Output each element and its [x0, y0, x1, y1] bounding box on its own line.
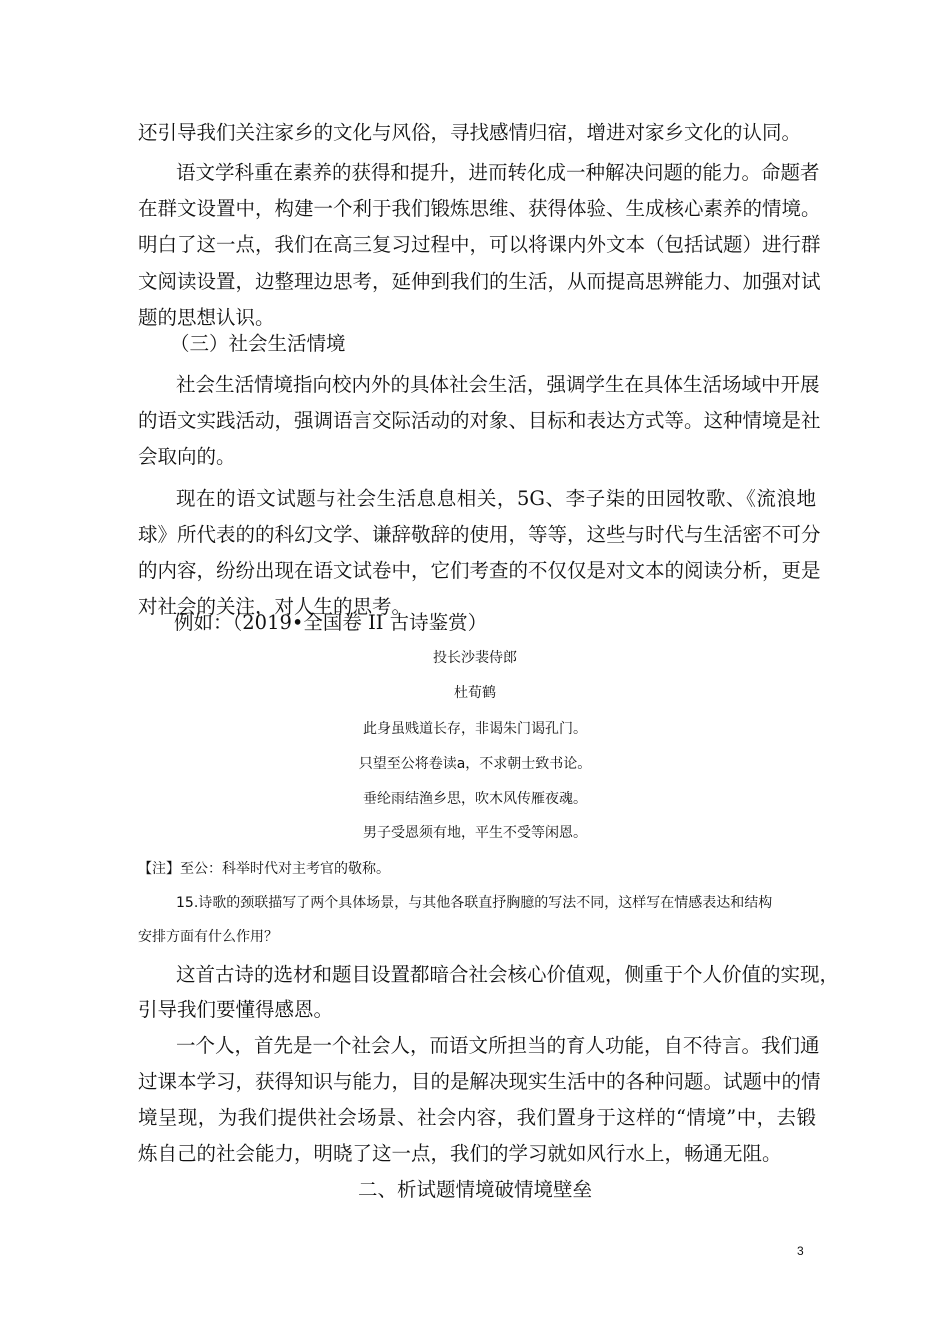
paragraph-line: 球》所代表的的科幻文学、谦辞敬辞的使用，等等，这些与时代与生活密不可分 — [138, 523, 821, 546]
paragraph-line: 现在的语文试题与社会生活息息相关，5G、李子柒的田园牧歌、《流浪地 — [176, 487, 816, 510]
example-label: 例如：（2019•全国卷 II 古诗鉴赏） — [174, 611, 488, 634]
paragraph-line: 题的思想认识。 — [138, 306, 275, 329]
paragraph-line: 的语文实践活动，强调语言交际活动的对象、目标和表达方式等。这种情境是社 — [138, 409, 821, 432]
paragraph-line: 一个人，首先是一个社会人，而语文所担当的育人功能，自不待言。我们通 — [176, 1034, 820, 1057]
paragraph-line: 明白了这一点，我们在高三复习过程中，可以将课内外文本（包括试题）进行群 — [138, 233, 821, 256]
paragraph-line: 过课本学习，获得知识与能力，目的是解决现实生活中的各种问题。试题中的情 — [138, 1070, 821, 1093]
paragraph-line: 炼自己的社会能力，明晓了这一点，我们的学习就如风行水上，畅通无阻。 — [138, 1142, 782, 1165]
paragraph-line: 境呈现，为我们提供社会场景、社会内容，我们置身于这样的“情境”中，去锻 — [138, 1106, 816, 1129]
poem-title: 投长沙裴侍郎 — [433, 650, 517, 666]
paragraph-line: 社会生活情境指向校内外的具体社会生活，强调学生在具体生活场域中开展 — [176, 373, 820, 396]
paragraph-line: 在群文设置中，构建一个利于我们锻炼思维、获得体验、生成核心素养的情境。 — [138, 197, 821, 220]
section-heading: （三）社会生活情境 — [170, 332, 346, 355]
poem-line: 只望至公将卷读a，不求朝士致书论。 — [358, 756, 592, 772]
paragraph-line: 的内容，纷纷出现在语文试卷中，它们考查的不仅仅是对文本的阅读分析，更是 — [138, 559, 821, 582]
poem-line: 垂纶雨结渔乡思，吹木风传雁夜魂。 — [363, 791, 587, 807]
paragraph-line: 这首古诗的选材和题目设置都暗合社会核心价值观，侧重于个人价值的实现， — [176, 963, 840, 986]
question-line: 安排方面有什么作用？ — [138, 929, 278, 945]
poem-line: 此身虽贱道长存，非谒朱门谒孔门。 — [363, 721, 587, 737]
paragraph-line: 对社会的关注，对人生的思考。 — [138, 595, 412, 618]
paragraph-line: 引导我们要懂得感恩。 — [138, 998, 334, 1021]
paragraph-line: 文阅读设置，边整理边思考，延伸到我们的生活，从而提高思辨能力、加强对试 — [138, 270, 821, 293]
section-two-heading: 二、析试题情境破情境壁垒 — [357, 1178, 592, 1201]
page-number: 3 — [797, 1244, 804, 1258]
poem-line: 男子受恩须有地，平生不受等闲恩。 — [363, 825, 587, 841]
paragraph-line: 会取向的。 — [138, 445, 236, 468]
question-line: 15.诗歌的颈联描写了两个具体场景，与其他各联直抒胸臆的写法不同，这样写在情感表达和结构 — [176, 895, 773, 911]
poem-author: 杜荀鹤 — [454, 685, 496, 701]
poem-note: 【注】至公：科举时代对主考官的敬称。 — [138, 861, 390, 877]
paragraph-line: 还引导我们关注家乡的文化与风俗，寻找感情归宿，增进对家乡文化的认同。 — [138, 121, 802, 144]
paragraph-line: 语文学科重在素养的获得和提升，进而转化成一种解决问题的能力。命题者 — [176, 161, 820, 184]
